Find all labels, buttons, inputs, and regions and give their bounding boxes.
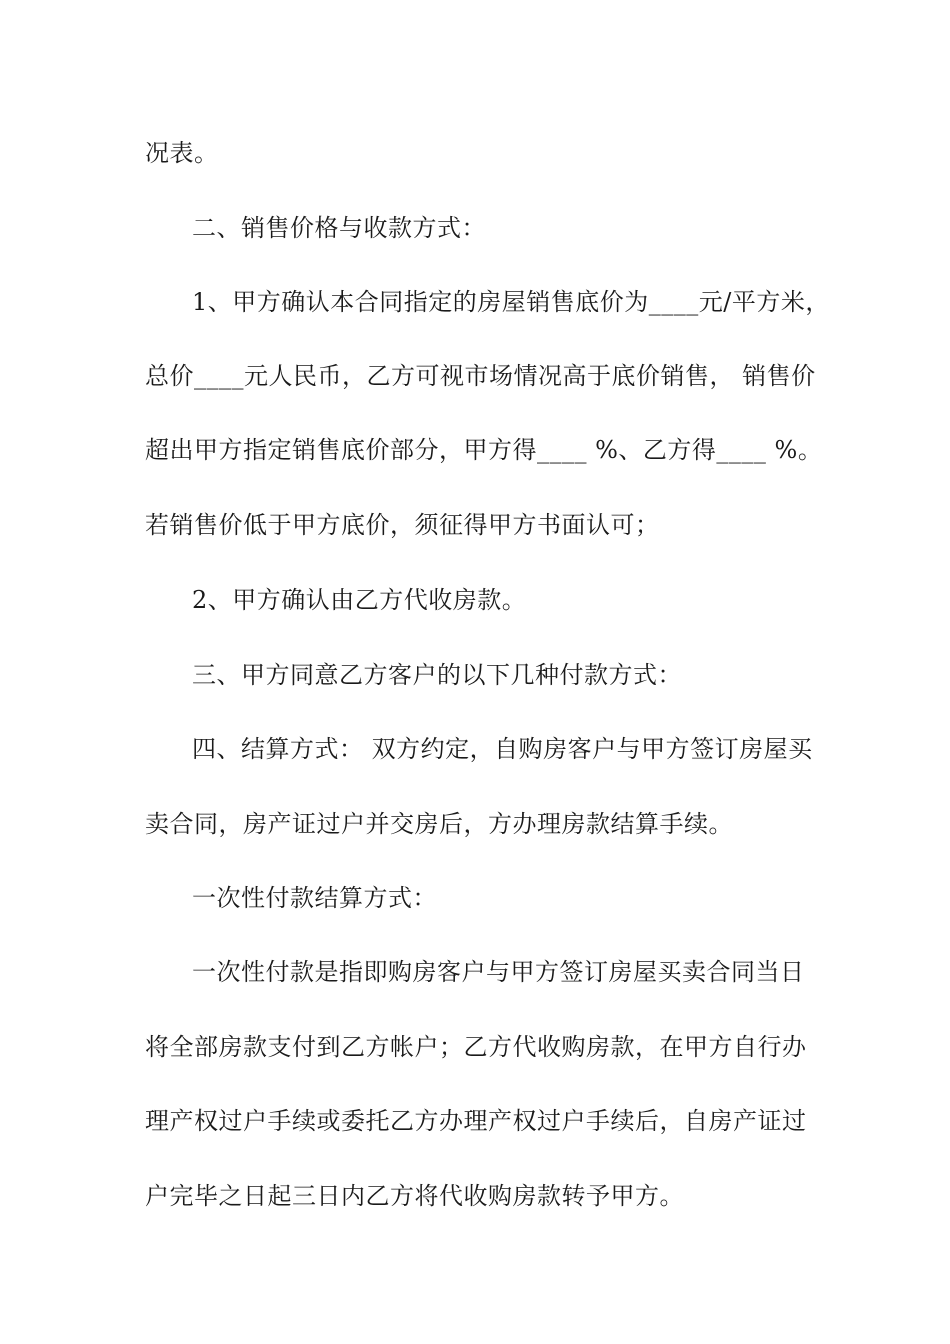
text-line: 一次性付款是指即购房客户与甲方签订房屋买卖合同当日 bbox=[192, 958, 805, 986]
section-heading: 三、甲方同意乙方客户的以下几种付款方式： bbox=[192, 661, 682, 689]
text-line: 将全部房款支付到乙方帐户；乙方代收购房款，在甲方自行办 bbox=[145, 1033, 807, 1061]
text-line: 1、甲方确认本合同指定的房屋销售底价为____元/平方米， bbox=[192, 288, 830, 316]
text-line: 若销售价低于甲方底价，须征得甲方书面认可； bbox=[145, 511, 660, 539]
text-line: 理产权过户手续或委托乙方办理产权过户手续后，自房产证过 bbox=[145, 1107, 807, 1135]
text-line: 卖合同，房产证过户并交房后，方办理房款结算手续。 bbox=[145, 810, 733, 838]
text-line: 2、甲方确认由乙方代收房款。 bbox=[192, 586, 527, 614]
subsection-heading: 一次性付款结算方式： bbox=[192, 884, 437, 912]
text-line: 超出甲方指定销售底价部分，甲方得____ %、乙方得____ %。 bbox=[145, 436, 823, 464]
text-line: 总价____元人民币，乙方可视市场情况高于底价销售， 销售价 bbox=[145, 362, 816, 390]
section-heading: 四、结算方式： 双方约定，自购房客户与甲方签订房屋买 bbox=[192, 735, 813, 763]
section-heading: 二、销售价格与收款方式： bbox=[192, 214, 486, 242]
text-line: 户完毕之日起三日内乙方将代收购房款转予甲方。 bbox=[145, 1182, 684, 1210]
text-line: 况表。 bbox=[145, 139, 219, 167]
